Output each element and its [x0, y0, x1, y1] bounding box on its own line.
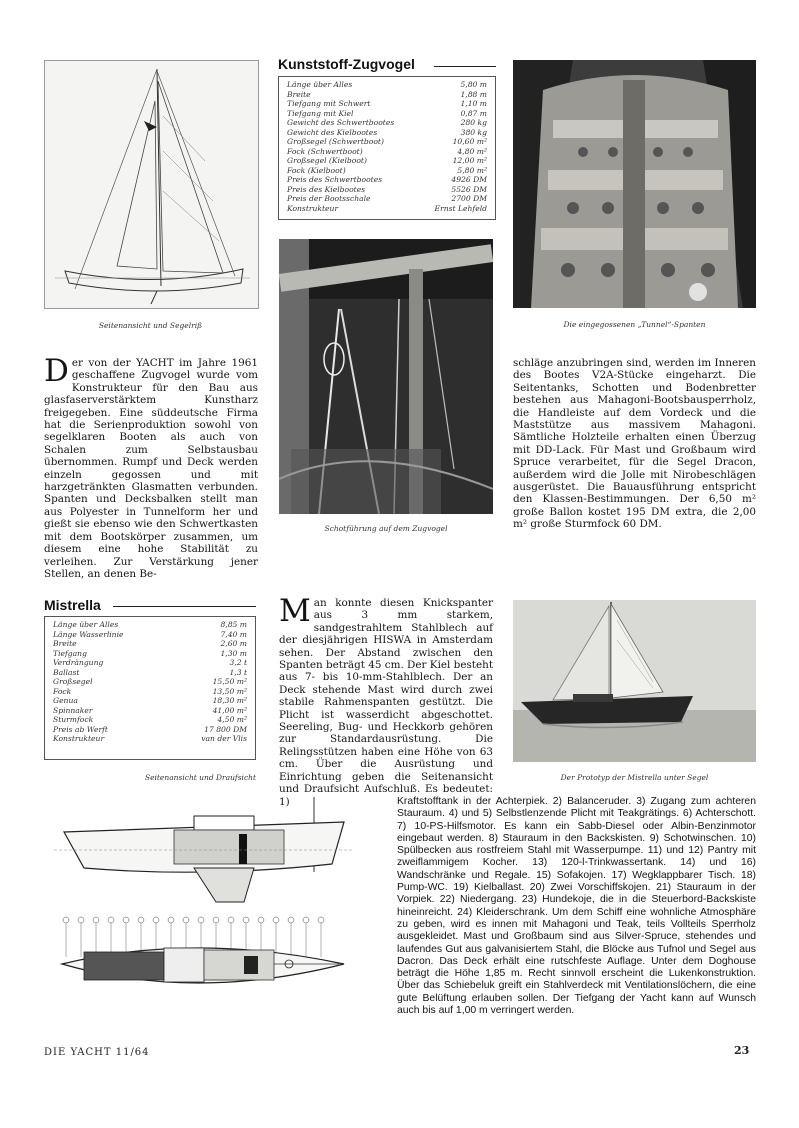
spec-row [287, 166, 487, 176]
spec-label: Großsegel (Kielboot) [287, 156, 367, 165]
spec-label: Fock (Schwertboot) [287, 146, 363, 156]
mistrella-text-mid [279, 593, 493, 808]
mistrella-sail-photo [513, 600, 756, 762]
spec-row [53, 620, 247, 630]
spec-label: Länge über Alles [53, 620, 119, 629]
caption-interior: Die eingegossenen „Tunnel“-Spanten [563, 320, 706, 329]
callout-marker [93, 917, 99, 923]
spec-value: 380 kg [460, 127, 487, 137]
caption-mistrella-photo: Der Prototyp der Mistrella unter Segel [560, 773, 709, 782]
spec-value: 5,80 m [460, 80, 487, 89]
mistrella-text-bottom [397, 796, 756, 1017]
spec-row [53, 715, 247, 725]
spec-label: Preis des Schwertbootes [287, 175, 383, 184]
callout-marker [198, 917, 204, 923]
spec-value: 41,00 m² [212, 705, 247, 715]
footer-page-number: 23 [734, 1044, 750, 1057]
spec-value: 7,40 m [220, 629, 247, 639]
zugvogel-text-right [513, 357, 756, 531]
spec-label: Tiefgang mit Kiel [287, 108, 354, 118]
spec-row [53, 725, 247, 735]
caption-mistrella-drawing: Seitenansicht und Draufsicht [144, 773, 256, 782]
callout-marker [243, 917, 249, 923]
spec-label: Tiefgang mit Schwert [287, 99, 371, 108]
spec-row [287, 175, 487, 185]
spec-label: Preis ab Werft [53, 724, 108, 734]
spec-value: 1,3 t [229, 667, 247, 677]
callout-marker [138, 917, 144, 923]
spec-row [287, 80, 487, 90]
mistrella-paragraph-mid: an konnte diesen Knickspanter aus 3 mm starkem, sandgestrahltem Stahlblech auf der diesjährigen HISWA in Amsterdam sehen. Der Abstand zwischen den Spanten beträgt 45 cm. Der Kiel besteht aus 7- bis 10-mm-Stahlblech. Der an Deck stehende Mast wird durch zwei stabile Rahmenspanten gestützt. Die Plicht ist wasserdicht abgeschottet. Seereling, Bug- und Heckkorb gehören zur Standardausrüstung. Die Relingsstützen haben eine Höhe von 63 cm. Über die Ausrüstung und Einrichtung geben die Seitenansicht und Draufsicht Aufschluß. Es bedeutet: 1) [279, 597, 493, 808]
spec-label: Genua [53, 696, 78, 705]
callout-marker [168, 917, 174, 923]
callout-marker [213, 917, 219, 923]
spec-row [53, 696, 247, 706]
callout-marker [228, 917, 234, 923]
spec-label: Länge über Alles [287, 80, 353, 89]
spec-value: 4,80 m² [457, 146, 487, 156]
spec-row [287, 99, 487, 109]
callout-marker [273, 917, 279, 923]
spec-row [287, 185, 487, 195]
spec-row [287, 90, 487, 100]
spec-label: Konstrukteur [287, 203, 339, 213]
mistrella-title: Mistrella [44, 597, 101, 613]
spec-label: Fock [53, 686, 72, 696]
sail-plan-drawing [44, 60, 259, 309]
spec-row [53, 649, 247, 659]
spec-label: Konstrukteur [53, 734, 105, 743]
spec-row [53, 639, 247, 649]
spec-value: 17 800 DM [204, 724, 247, 734]
spec-value: 18,30 m² [212, 696, 247, 705]
spec-value: 4,50 m² [217, 715, 247, 724]
footer-magazine: DIE YACHT 11/64 [44, 1047, 150, 1058]
spec-value: 280 kg [460, 118, 487, 127]
spec-label: Tiefgang [53, 648, 87, 658]
callout-marker [303, 917, 309, 923]
spec-row [53, 668, 247, 678]
spec-label: Spinnaker [53, 705, 93, 715]
callout-marker [108, 917, 114, 923]
zugvogel-spec-table [278, 76, 496, 220]
spec-value: 10,60 m² [452, 137, 487, 146]
spec-value: 5,80 m² [457, 165, 487, 175]
mistrella-title-rule [113, 606, 256, 607]
mistrella-plan-drawing [44, 792, 364, 1034]
callout-marker [288, 917, 294, 923]
caption-sheet-lead: Schotführung auf dem Zugvogel [324, 524, 448, 533]
callout-marker [153, 917, 159, 923]
spec-row [287, 137, 487, 147]
spec-row [53, 687, 247, 697]
caption-sail-plan: Seitenansicht und Segelriß [98, 321, 203, 330]
spec-value: 5526 DM [451, 184, 487, 194]
spec-label: Fock (Kielboot) [287, 165, 346, 175]
spec-value: 15,50 m² [212, 677, 247, 686]
interior-tunnel-photo [513, 60, 756, 308]
spec-label: Ballast [53, 667, 80, 677]
callout-marker [258, 917, 264, 923]
spec-value: 0,87 m [460, 108, 487, 118]
zugvogel-paragraph-right: schläge anzubringen sind, werden im Inneren des Bootes V2A-Stücke eingeharzt. Die Seitentanks, Schotten und Bodenbretter bestehen aus Mahagoni-Bootsbausperrholz, die Handleiste auf dem Vordeck und die Maststütze aus massivem Mahagoni. Sämtliche Holzteile erhalten einen Überzug mit DD-Lack. Für Mast und Großbaum wird Spruce verarbeitet, für die Segel Dracon, außerdem wird die Jolle mit Nirobeschlägen ausgerüstet. Die Bauausführung entspricht den Klassen-Bestimmungen. Der 6,50 m² große Ballon kostet 195 DM extra, die 2,00 m² große Sturmfock 60 DM. [513, 357, 756, 531]
spec-value: van der Vlis [201, 734, 247, 743]
spec-row [53, 706, 247, 716]
dropcap-m: M [279, 593, 311, 629]
spec-row [287, 147, 487, 157]
spec-value: 8,85 m [220, 620, 247, 629]
spec-value: 13,50 m² [212, 686, 247, 696]
spec-row [287, 118, 487, 128]
callout-marker [183, 917, 189, 923]
spec-label: Breite [287, 89, 311, 99]
callout-marker [63, 917, 69, 923]
spec-row [53, 677, 247, 687]
dropcap-d: D [44, 353, 69, 389]
title-rule [434, 66, 496, 67]
spec-label: Großsegel (Schwertboot) [287, 137, 384, 146]
spec-value: 12,00 m² [452, 156, 487, 165]
callout-marker [123, 917, 129, 923]
spec-value: 2700 DM [451, 194, 487, 203]
mistrella-paragraph-bottom: Kraftstofftank in der Achterpiek. 2) Balanceruder. 3) Zugang zum achteren Stauraum. 4) und 5) Selbstlenzende Plicht mit Teakgrätings. 6) Achterschott. 7) 10-PS-Hilfsmotor. Es kann ein Sabb-Diesel oder Albin-Benzinmotor eingebaut werden. 8) Stauraum in den Backskisten. 9) Schotwinschen. 10) Spülbecken aus rostfreiem Stahl mit Wasserpumpe. 11) und 12) Pantry mit zweiflammigem Kocher. 13) 120-l-Trinkwassertank. 14) und 16) Wandschränke und Regale. 15) Sofakojen. 17) Wegklappbarer Tisch. 18) Pump-WC. 19) Kielballast. 20) Zwei Vorschiffskojen. 21) Stauraum in der Vorpiek. 22) Niedergang. 23) Hundekoje, die in die Steuerbord-Backskiste hineinreicht. 24) Kleiderschrank. Um dem Schiff eine wohnliche Atmosphäre zu geben, wird es innen mit Mahagoni und Teak, teils Vollteils Sperrholz ausgekleidet. Mast und Großbaum sind aus Silver-Spruce, stehendes und laufendes Gut aus galvanisiertem Stahl, die Blöcke aus Tufnol und Segel aus Dacron. Das Deck erhält eine rutschfeste Auflage. Unter dem Doghouse beträgt die Höhe 1,85 m. Recht sinnvoll erscheint die Lukenkonstruktion. Über das Schiebeluk greift ein Stahlverdeck mit Ventilationslöchern, die eine gute Belüftung erlauben sollen. Der Tiefgang der Yacht kann auf Wunsch auch bis auf 1,00 m verringert werden. [397, 796, 756, 1017]
spec-label: Preis der Bootsschale [287, 194, 371, 203]
zugvogel-paragraph-left: er von der YACHT im Jahre 1961 geschaffene Zugvogel wurde vom Konstrukteur für den Bau aus glasfaserverstärktem Kunstharz freigegeben. Eine süddeutsche Firma hat die Serienproduktion sowohl von segelklaren Booten als auch von Schalen zum Selbstausbau übernommen. Rumpf und Deck werden einzeln gegossen und mit harzgetränkten Glasmatten verbunden. Spanten und Decksbalken stellt man aus Polyester in Tunnelform her und gießt sie ebenso wie den Schwertkasten mit dem Bootskörper zusammen, um diesem eine hohe Stabilität zu verleihen. Zur Verstärkung jener Stellen, an denen Be- [44, 357, 258, 580]
spec-row [287, 204, 487, 214]
spec-label: Großsegel [53, 677, 93, 686]
spec-label: Breite [53, 639, 77, 648]
spec-label: Verdrängung [53, 658, 104, 667]
spec-row [53, 734, 247, 744]
spec-label: Sturmfock [53, 715, 94, 724]
spec-label: Länge Wasserlinie [53, 629, 124, 639]
spec-row [53, 630, 247, 640]
spec-value: 1,88 m [460, 89, 487, 99]
spec-row [287, 194, 487, 204]
zugvogel-title: Kunststoff-Zugvogel [278, 56, 415, 72]
spec-label: Gewicht des Kielbootes [287, 127, 378, 137]
spec-value: 4926 DM [451, 175, 487, 184]
spec-label: Preis des Kielbootes [287, 184, 366, 194]
zugvogel-text-left [44, 353, 258, 580]
callout-marker [78, 917, 84, 923]
spec-value: Ernst Lehfeld [434, 203, 487, 213]
spec-value: 3,2 t [229, 658, 247, 667]
sheet-lead-photo [279, 239, 493, 514]
spec-row [287, 128, 487, 138]
spec-label: Gewicht des Schwertbootes [287, 118, 395, 127]
spec-value: 1,30 m [220, 648, 247, 658]
mistrella-spec-table [44, 616, 256, 760]
spec-row [53, 658, 247, 668]
spec-row [287, 109, 487, 119]
spec-row [287, 156, 487, 166]
spec-value: 1,10 m [460, 99, 487, 108]
callout-marker [318, 917, 324, 923]
spec-value: 2,60 m [220, 639, 247, 648]
